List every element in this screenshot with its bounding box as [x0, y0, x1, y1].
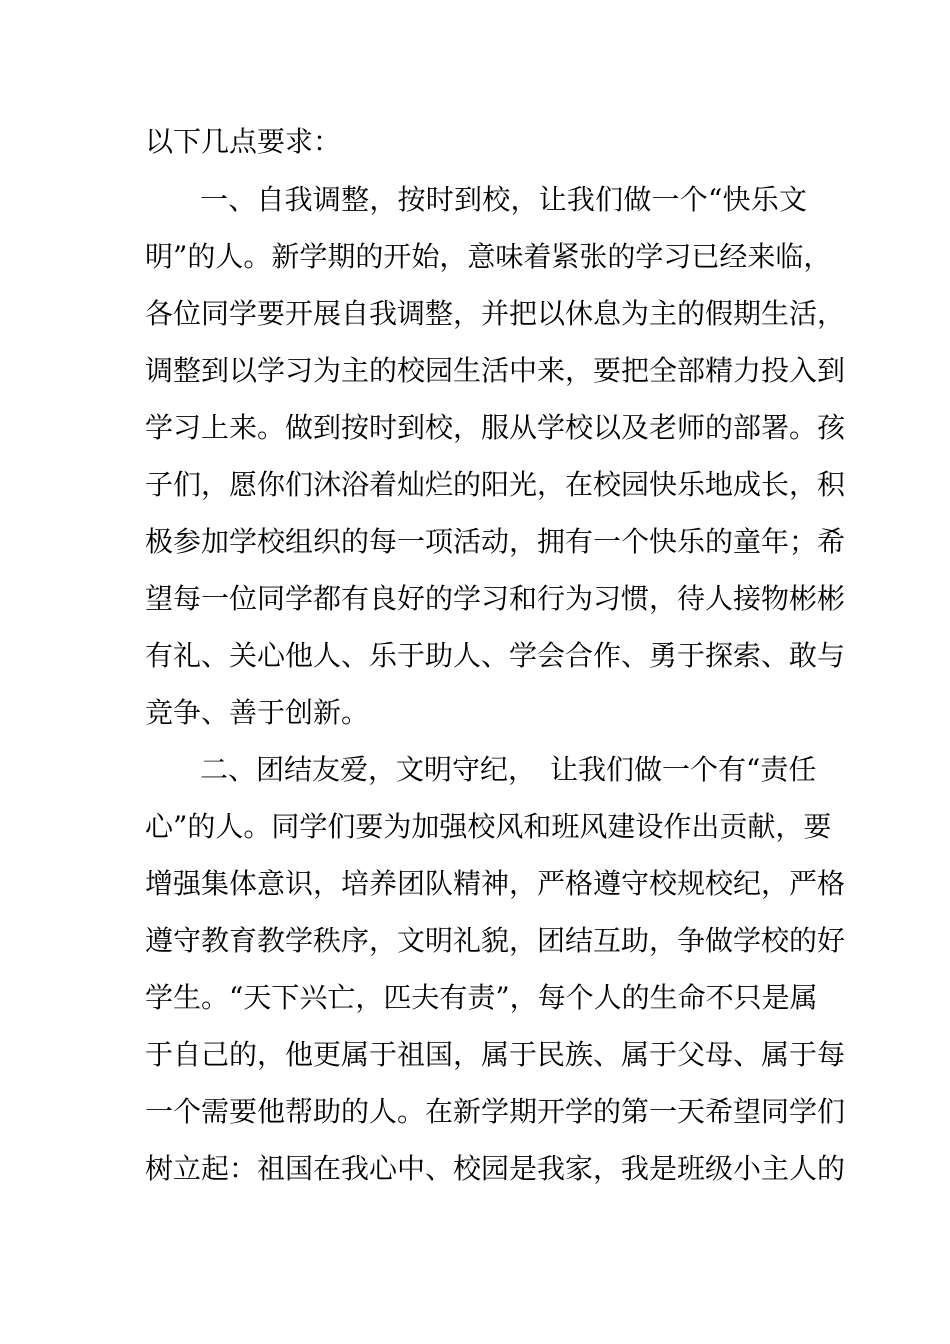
text-line: 各位同学要开展自我调整，并把以休息为主的假期生活，	[145, 297, 846, 330]
text-line: 增强集体意识，培养团队精神，严格遵守校规校纪，严格	[145, 867, 846, 900]
text-line: 望每一位同学都有良好的学习和行为习惯，待人接物彬彬	[145, 582, 846, 615]
text-line: 一个需要他帮助的人。在新学期开学的第一天希望同学们	[145, 1095, 846, 1128]
text-line: 调整到以学习为主的校园生活中来，要把全部精力投入到	[145, 354, 846, 387]
text-line: 心”的人。同学们要为加强校风和班风建设作出贡献，要	[145, 810, 832, 843]
text-line: 学习上来。做到按时到校，服从学校以及老师的部署。孩	[145, 411, 846, 444]
text-line: 子们，愿你们沐浴着灿烂的阳光，在校园快乐地成长，积	[145, 468, 846, 501]
text-line: 学生。“天下兴亡，匹夫有责”，每个人的生命不只是属	[145, 981, 818, 1014]
text-line: 极参加学校组织的每一项活动，拥有一个快乐的童年；希	[145, 525, 846, 558]
text-line: 竞争、善于创新。	[145, 696, 370, 729]
text-line: 遵守教育教学秩序，文明礼貌，团结互助，争做学校的好	[145, 924, 846, 957]
text-line: 有礼、关心他人、乐于助人、学会合作、勇于探索、敢与	[145, 639, 846, 672]
text-line: 于自己的，他更属于祖国，属于民族、属于父母、属于每	[145, 1038, 846, 1071]
text-line: 以下几点要求：	[145, 125, 342, 158]
text-line: 明”的人。新学期的开始，意味着紧张的学习已经来临，	[145, 240, 832, 273]
text-line: 树立起：祖国在我心中、校园是我家，我是班级小主人的	[145, 1152, 846, 1185]
paragraph-1-first-line: 一、自我调整，按时到校，让我们做一个“快乐文	[200, 183, 807, 216]
paragraph-2-first-line: 二、团结友爱，文明守纪， 让我们做一个有“责任	[200, 753, 817, 786]
